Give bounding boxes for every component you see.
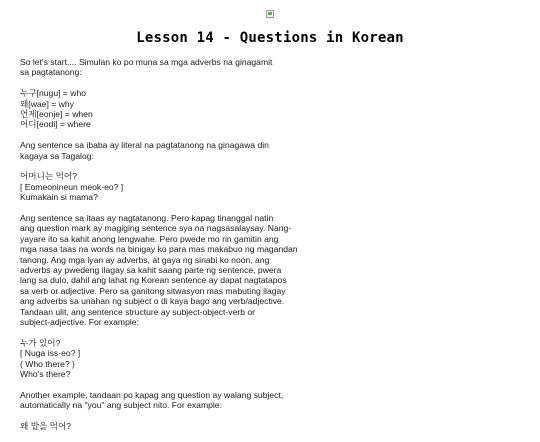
text-line: So let's start.... Simulan ko po muna sa mga adverbs na ginagamit (20, 57, 273, 67)
adverb-where: 어디[eodi] = where (20, 119, 91, 130)
text-line: sa verb or adjective. Pero sa ganitong sitwasyon mas mabuting ilagay (20, 285, 286, 296)
example-romanization: [ Nuga iss-eo? ] (20, 348, 81, 359)
text-line: mga nasa taas na words na binigay ko para mas makabuo ng magandan (20, 244, 298, 255)
page-title: Lesson 14 - Questions in Korean (136, 30, 404, 46)
text-line: tanong. Ang mga iyan ay adverbs, at gaya ng sinabi ko noon, ang (20, 254, 270, 265)
text-line: sa pagtatanong: (20, 67, 82, 78)
text-line: subject-adjective. For example: (20, 317, 139, 328)
structure-paragraph (20, 213, 320, 327)
text-line: Ang sentence sa ibaba ay literal na pagtatanong na ginagawa din (20, 140, 269, 151)
adverb-why: 왜[wae] = why (20, 98, 74, 109)
example-korean: 누가 있어? (20, 337, 61, 348)
text-line: Another example, tandaan po kapag ang question ay walang subject, (20, 389, 284, 400)
example-translation: Kumakain si mama? (20, 192, 98, 203)
text-line: ang question mark ay magiging sentence sya na nagsasalaysay. Nang- (20, 223, 292, 234)
adverb-when: 언제[eonje] = when (20, 109, 93, 120)
example-translation: Who's there? (20, 369, 71, 380)
text-line: adverbs ay pwedeng ilagay sa kahit saang parte ng sentence, pwera (20, 265, 282, 276)
text-line: yayare ito sa kahit anong lengwahe. Pero pwede mo rin gamitin ang (20, 233, 279, 244)
example-korean: 왜 밥을 먹어? (20, 421, 72, 432)
text-line: ang adverbs sa unahan ng subject o di kaya bago ang verb/adjective. (20, 296, 285, 307)
article-body (20, 57, 320, 442)
adverb-who: 누구[nugu] = who (20, 88, 87, 99)
example-romanization: [ Eomeonineun meok-eo? ] (20, 181, 124, 192)
adverb-list (20, 88, 320, 130)
text-line: kagaya sa Tagalog: (20, 150, 94, 161)
example-literal: ( Who there? ) (20, 358, 75, 369)
text-line: lang sa dulo, dahil ang lahat ng Korean sentence ay dapat nagtatapos (20, 275, 287, 286)
intro-paragraph (20, 57, 320, 78)
example-korean: 어머니는 먹어? (20, 171, 77, 182)
text-line: Tandaan ulit, ang sentence structure ay subject-object-verb or (20, 306, 256, 317)
example-2 (20, 338, 320, 380)
text-line: Ang sentence sa itaas ay nagtatanong. Pero kapag tinanggal natin (20, 213, 274, 224)
text-line: automatically na "you" ang subject nito. For example: (20, 400, 222, 411)
broken-image-icon (266, 10, 274, 18)
subject-paragraph (20, 390, 320, 411)
example-3 (20, 421, 320, 431)
example-1 (20, 171, 320, 202)
explanation-paragraph (20, 140, 320, 161)
